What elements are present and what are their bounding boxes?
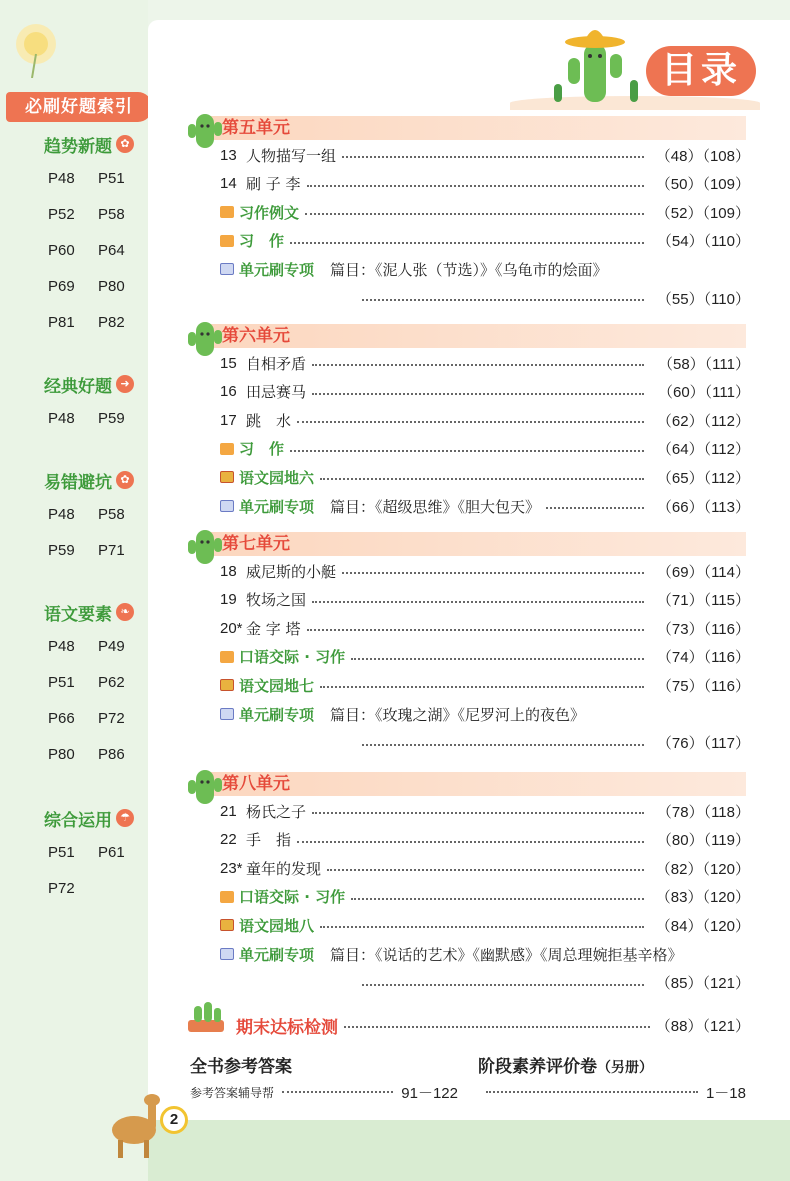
notepad-icon <box>220 263 234 275</box>
answers-title: 全书参考答案 <box>190 1057 292 1077</box>
lesson-number: 14 <box>220 175 237 193</box>
unit-header-bar <box>210 532 746 556</box>
treasure-box-icon <box>220 919 234 931</box>
index-page-list <box>44 634 154 778</box>
dandelion-illustration <box>6 18 66 78</box>
row-pages: （55）（110） <box>656 290 750 308</box>
index-page-list <box>44 840 154 912</box>
index-page-ref[interactable]: P80 <box>48 746 75 763</box>
section-row[interactable] <box>220 912 750 938</box>
row-pages: （75）（116） <box>656 677 750 695</box>
answers-pages: 91－122 <box>401 1084 458 1102</box>
row-title: 习 作 <box>239 232 285 251</box>
lesson-number: 16 <box>220 383 237 401</box>
leader-dots <box>362 984 644 986</box>
camel-icon <box>104 1090 164 1160</box>
leader-dots <box>305 213 644 215</box>
row-pages: （50）（109） <box>655 176 750 194</box>
row-title: 单元刷专项 <box>239 497 315 516</box>
row-title: 口语交际 · 习作 <box>239 648 346 667</box>
unit-header-bar <box>210 324 746 348</box>
page-title: 目录 <box>646 46 756 96</box>
index-tab: 必刷好题索引 <box>6 92 152 122</box>
row-pages: （78）（118） <box>656 803 750 821</box>
notepad-icon <box>220 500 234 512</box>
index-page-ref[interactable]: P52 <box>48 206 75 223</box>
index-section <box>44 806 154 912</box>
row-pages: （48）（108） <box>655 147 750 165</box>
final-test-pages: （88）（121） <box>655 1017 750 1035</box>
section-row[interactable] <box>220 701 750 727</box>
lesson-row[interactable] <box>220 171 750 197</box>
section-row[interactable] <box>220 256 750 282</box>
row-title: 跳 水 <box>246 411 292 430</box>
assessment-note: （另册） <box>597 1060 653 1076</box>
leader-dots <box>320 926 644 928</box>
unit-header-bar <box>210 116 746 140</box>
unit-title: 第六单元 <box>222 326 290 346</box>
leader-dots <box>307 185 644 187</box>
row-title: 单元刷专项 <box>239 260 315 279</box>
leader-dots <box>362 299 644 301</box>
leader-dots <box>307 629 644 631</box>
leader-dots <box>282 1091 393 1093</box>
row-pages: （76）（117） <box>656 735 750 753</box>
index-page-ref[interactable]: P86 <box>98 746 125 763</box>
leaf-icon: ✿ <box>116 135 134 153</box>
cactus-pot-icon <box>186 1000 226 1034</box>
index-page-ref[interactable]: P80 <box>98 278 125 295</box>
leader-dots <box>342 156 644 158</box>
unit-title: 第七单元 <box>222 534 290 554</box>
section-row[interactable] <box>220 884 750 910</box>
special-articles: 篇目：《说话的艺术》《幽默感》《周总理婉拒基辛格》 <box>330 945 683 964</box>
row-title: 金 字 塔 <box>246 619 301 638</box>
lesson-number: 13 <box>220 146 237 164</box>
row-title: 语文园地八 <box>239 916 315 935</box>
index-page-ref[interactable]: P51 <box>48 844 75 861</box>
leader-dots <box>312 601 644 603</box>
section-row[interactable] <box>220 941 750 967</box>
index-section-title: 综合运用 <box>44 810 112 831</box>
lesson-number: 21 <box>220 802 237 820</box>
section-row[interactable] <box>220 464 750 490</box>
leader-dots <box>486 1091 698 1093</box>
section-row-continued[interactable] <box>356 285 750 311</box>
pencil-icon <box>220 443 234 455</box>
row-title: 自相矛盾 <box>246 354 307 373</box>
row-title: 口语交际 · 习作 <box>239 888 346 907</box>
row-title: 田忌赛马 <box>246 383 307 402</box>
leader-dots <box>312 364 644 366</box>
leader-dots <box>297 421 644 423</box>
section-row-continued[interactable] <box>356 970 750 996</box>
leader-dots <box>342 572 644 574</box>
row-title: 语文园地七 <box>239 676 315 695</box>
row-title: 习作例文 <box>239 203 300 222</box>
cactus-mascot-icon <box>188 110 222 150</box>
index-page-ref[interactable]: P48 <box>48 410 75 427</box>
section-row[interactable] <box>220 672 750 698</box>
lesson-row[interactable] <box>220 615 750 641</box>
index-section-title: 经典好题 <box>44 376 112 397</box>
row-title: 刷 子 李 <box>246 175 301 194</box>
lesson-number: 22 <box>220 831 237 849</box>
leader-dots <box>290 242 644 244</box>
row-pages: （66）（113） <box>656 498 750 516</box>
row-title: 童年的发现 <box>246 859 322 878</box>
leader-dots <box>320 686 644 688</box>
row-title: 单元刷专项 <box>239 945 315 964</box>
treasure-box-icon <box>220 471 234 483</box>
leader-dots <box>297 841 644 843</box>
lesson-row[interactable] <box>220 827 750 853</box>
special-articles: 篇目：《超级思维》《胆大包天》 <box>330 497 541 516</box>
leaf-icon: ❧ <box>116 603 134 621</box>
index-page-ref[interactable]: P59 <box>98 410 125 427</box>
unit-title: 第八单元 <box>222 774 290 794</box>
index-page-ref[interactable]: P51 <box>48 674 75 691</box>
final-test-title: 期末达标检测 <box>236 1017 338 1038</box>
assessment-row[interactable] <box>478 1082 746 1102</box>
index-section <box>44 600 154 778</box>
leader-dots <box>312 393 644 395</box>
pencil-icon <box>220 651 234 663</box>
index-section-title: 趋势新题 <box>44 136 112 157</box>
index-section-heading <box>44 806 154 830</box>
pencil-icon <box>220 891 234 903</box>
row-title: 牧场之国 <box>246 591 307 610</box>
lesson-number: 20* <box>220 619 243 637</box>
answers-row[interactable] <box>190 1082 458 1102</box>
cactus-mascot-icon <box>188 318 222 358</box>
section-row[interactable] <box>220 644 750 670</box>
lesson-row[interactable] <box>220 587 750 613</box>
notepad-icon <box>220 708 234 720</box>
index-page-ref[interactable]: P61 <box>98 844 125 861</box>
leader-dots <box>351 898 644 900</box>
leader-dots <box>351 658 644 660</box>
index-page-ref[interactable]: P48 <box>48 638 75 655</box>
section-row[interactable] <box>220 199 750 225</box>
answers-sub-label: 参考答案辅导帮 <box>190 1085 275 1100</box>
lesson-number: 17 <box>220 411 237 429</box>
row-title: 手 指 <box>246 831 292 850</box>
row-title: 杨氏之子 <box>246 802 307 821</box>
row-pages: （58）（111） <box>658 355 750 373</box>
index-section <box>44 132 154 346</box>
index-section-heading <box>44 600 154 624</box>
index-page-ref[interactable]: P71 <box>98 542 125 559</box>
treasure-box-icon <box>220 679 234 691</box>
index-page-ref[interactable]: P49 <box>98 638 125 655</box>
special-articles: 篇目：《玫瑰之湖》《尼罗河上的夜色》 <box>330 705 586 724</box>
row-title: 人物描写一组 <box>246 146 337 165</box>
notepad-icon <box>220 948 234 960</box>
section-row[interactable] <box>220 493 750 519</box>
lesson-row[interactable] <box>220 798 750 824</box>
special-articles: 篇目：《泥人张（节选）》《乌龟市的烩面》 <box>330 260 608 279</box>
pencil-icon <box>220 206 234 218</box>
row-pages: （65）（112） <box>656 469 750 487</box>
index-page-ref[interactable]: P82 <box>98 314 125 331</box>
lesson-number: 23* <box>220 859 243 877</box>
lesson-row[interactable] <box>220 407 750 433</box>
row-title: 习 作 <box>239 440 285 459</box>
row-title: 语文园地六 <box>239 468 315 487</box>
section-row[interactable] <box>220 436 750 462</box>
index-page-ref[interactable]: P48 <box>48 506 75 523</box>
page-number: 2 <box>160 1106 188 1134</box>
row-pages: （85）（121） <box>655 975 750 993</box>
index-section <box>44 372 154 442</box>
leader-dots <box>320 478 644 480</box>
lesson-row[interactable] <box>220 142 750 168</box>
lesson-number: 18 <box>220 562 237 580</box>
index-page-ref[interactable]: P69 <box>48 278 75 295</box>
cactus-sombrero-icon <box>548 14 648 106</box>
row-pages: （54）（110） <box>656 233 750 251</box>
index-page-ref[interactable]: P48 <box>48 170 75 187</box>
row-title: 威尼斯的小艇 <box>246 562 337 581</box>
row-pages: （74）（116） <box>656 649 750 667</box>
lesson-number: 19 <box>220 591 237 609</box>
row-pages: （82）（120） <box>655 860 750 878</box>
index-page-ref[interactable]: P60 <box>48 242 75 259</box>
index-page-ref[interactable]: P58 <box>98 206 125 223</box>
section-row[interactable] <box>220 228 750 254</box>
index-page-ref[interactable]: P51 <box>98 170 125 187</box>
index-section <box>44 468 154 574</box>
leaf-icon: ✿ <box>116 471 134 489</box>
assessment-heading <box>478 1052 653 1077</box>
index-page-ref[interactable]: P64 <box>98 242 125 259</box>
row-pages: （83）（120） <box>655 889 750 907</box>
lesson-row[interactable] <box>220 379 750 405</box>
ground-strip <box>148 1120 790 1181</box>
row-pages: （71）（115） <box>656 592 750 610</box>
leader-dots <box>290 450 644 452</box>
row-pages: （60）（111） <box>658 384 750 402</box>
lesson-row[interactable] <box>220 350 750 376</box>
row-pages: （73）（116） <box>656 620 750 638</box>
row-pages: （62）（112） <box>656 412 750 430</box>
assessment-title: 阶段素养评价卷 <box>478 1057 597 1077</box>
section-row-continued[interactable] <box>356 730 750 756</box>
index-page-ref[interactable]: P72 <box>98 710 125 727</box>
index-page-list <box>44 502 154 574</box>
pencil-icon <box>220 235 234 247</box>
index-page-ref[interactable]: P59 <box>48 542 75 559</box>
unit-title: 第五单元 <box>222 118 290 138</box>
leader-dots <box>546 507 644 509</box>
index-page-ref[interactable]: P72 <box>48 880 75 897</box>
lesson-row[interactable] <box>220 855 750 881</box>
row-pages: （84）（120） <box>655 917 750 935</box>
index-section-heading <box>44 132 154 156</box>
row-pages: （69）（114） <box>656 563 750 581</box>
index-page-list <box>44 166 154 346</box>
row-pages: （52）（109） <box>655 204 750 222</box>
index-section-title: 易错避坑 <box>44 472 112 493</box>
index-page-ref[interactable]: P66 <box>48 710 75 727</box>
lesson-row[interactable] <box>220 558 750 584</box>
index-page-ref[interactable]: P62 <box>98 674 125 691</box>
leaf-icon: ☂ <box>116 809 134 827</box>
leader-dots <box>312 812 644 814</box>
index-section-title: 语文要素 <box>44 604 112 625</box>
assessment-pages: 1－18 <box>705 1084 746 1102</box>
index-page-ref[interactable]: P81 <box>48 314 75 331</box>
unit-header-bar <box>210 772 746 796</box>
leader-dots <box>327 869 644 871</box>
cactus-mascot-icon <box>188 526 222 566</box>
row-title: 单元刷专项 <box>239 705 315 724</box>
row-pages: （64）（112） <box>656 441 750 459</box>
index-page-ref[interactable]: P58 <box>98 506 125 523</box>
leader-dots <box>344 1026 650 1028</box>
index-section-heading <box>44 468 154 492</box>
index-page-list <box>44 406 154 442</box>
leaf-icon: ➜ <box>116 375 134 393</box>
lesson-number: 15 <box>220 354 237 372</box>
final-test-row[interactable] <box>236 1012 750 1038</box>
row-pages: （80）（119） <box>656 832 750 850</box>
index-section-heading <box>44 372 154 396</box>
leader-dots <box>362 744 644 746</box>
cactus-mascot-icon <box>188 766 222 806</box>
